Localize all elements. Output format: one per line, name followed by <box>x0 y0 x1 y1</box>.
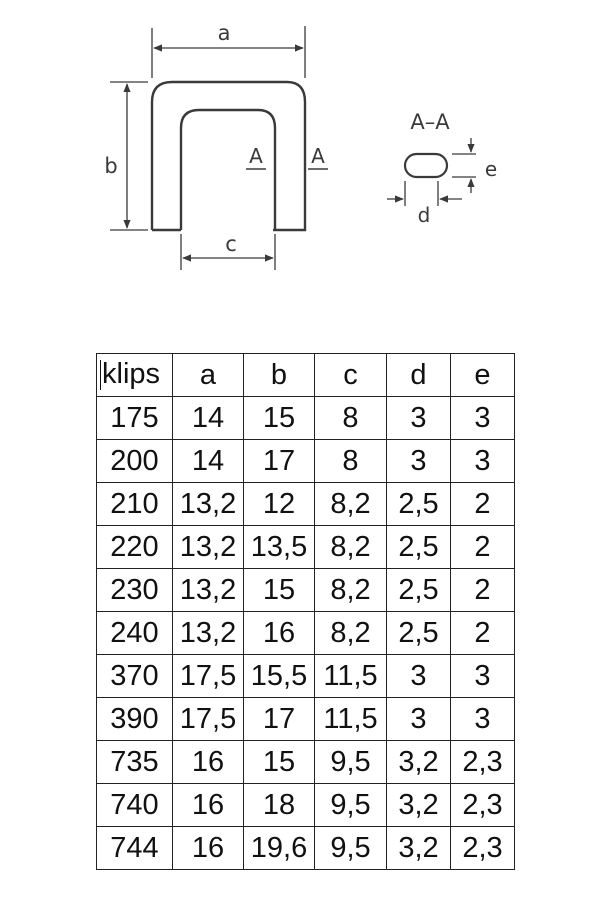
table-cell: 3 <box>387 655 451 698</box>
table-cell: 2,3 <box>451 827 515 870</box>
table-cell: 8,2 <box>315 612 387 655</box>
table-cell: 8,2 <box>315 569 387 612</box>
table-cell: 15 <box>244 569 315 612</box>
header-d: d <box>387 354 451 397</box>
table-cell: 13,2 <box>173 526 244 569</box>
dim-c-label: c <box>225 232 237 256</box>
table-row <box>97 483 515 526</box>
table-body <box>97 397 515 870</box>
table-row <box>97 569 515 612</box>
table-cell: 8 <box>315 397 387 440</box>
table-cell: 8,2 <box>315 526 387 569</box>
header-klips-label: klips <box>102 357 161 390</box>
table-cell: 17 <box>244 698 315 741</box>
table-row <box>97 397 515 440</box>
table-row <box>97 784 515 827</box>
table-cell: 16 <box>244 612 315 655</box>
table-cell: 15 <box>244 397 315 440</box>
table-row <box>97 440 515 483</box>
table-row <box>97 612 515 655</box>
table-cell: 9,5 <box>315 827 387 870</box>
section-mark-right: A <box>311 144 325 168</box>
table-cell: 3 <box>387 440 451 483</box>
clip-inner-outline <box>181 110 275 230</box>
table-cell: 11,5 <box>315 655 387 698</box>
table-cell: 2 <box>451 612 515 655</box>
table-row <box>97 526 515 569</box>
table-cell: 2,5 <box>387 612 451 655</box>
table-cell: 17,5 <box>173 698 244 741</box>
table-cell: 15,5 <box>244 655 315 698</box>
table-cell: 2,3 <box>451 784 515 827</box>
header-e: e <box>451 354 515 397</box>
table-cell: 13,2 <box>173 483 244 526</box>
table-cell: 14 <box>173 440 244 483</box>
table-cell: 15 <box>244 741 315 784</box>
table-cell: 3,2 <box>387 741 451 784</box>
table-cell: 2,5 <box>387 526 451 569</box>
table-cell: 12 <box>244 483 315 526</box>
clip-outer-outline <box>152 82 305 230</box>
table-cell: 230 <box>97 569 173 612</box>
table-cell: 744 <box>97 827 173 870</box>
dim-a-label: a <box>217 21 231 45</box>
section-title: A–A <box>410 110 450 134</box>
table-cell: 2,5 <box>387 483 451 526</box>
table-cell: 13,2 <box>173 612 244 655</box>
table-cell: 3 <box>387 397 451 440</box>
section-mark-left: A <box>249 144 263 168</box>
table-cell: 9,5 <box>315 741 387 784</box>
dim-b-label: b <box>104 154 118 178</box>
table-cell: 17 <box>244 440 315 483</box>
dim-e-label: e <box>484 157 498 181</box>
table-row <box>97 741 515 784</box>
table-cell: 740 <box>97 784 173 827</box>
table-cell: 9,5 <box>315 784 387 827</box>
table-cell: 3 <box>451 397 515 440</box>
dim-d-label: d <box>417 203 431 227</box>
table-cell: 16 <box>173 827 244 870</box>
table-cell: 13,5 <box>244 526 315 569</box>
table-cell: 19,6 <box>244 827 315 870</box>
table-cell: 17,5 <box>173 655 244 698</box>
table-cell: 11,5 <box>315 698 387 741</box>
table-cell: 175 <box>97 397 173 440</box>
table-cell: 16 <box>173 784 244 827</box>
header-a: a <box>173 354 244 397</box>
table-cell: 3 <box>451 698 515 741</box>
table-cell: 390 <box>97 698 173 741</box>
table-header-row <box>97 354 515 397</box>
table-cell: 3,2 <box>387 827 451 870</box>
table-cell: 8,2 <box>315 483 387 526</box>
table-cell: 370 <box>97 655 173 698</box>
table-cell: 16 <box>173 741 244 784</box>
table-row <box>97 698 515 741</box>
header-c: c <box>315 354 387 397</box>
table-row <box>97 655 515 698</box>
table-cell: 2 <box>451 526 515 569</box>
text-cursor <box>100 360 101 390</box>
table-cell: 2 <box>451 569 515 612</box>
table-cell: 735 <box>97 741 173 784</box>
header-klips <box>97 354 173 397</box>
clip-dimensions-table <box>96 353 515 870</box>
table-cell: 3,2 <box>387 784 451 827</box>
table-cell: 2 <box>451 483 515 526</box>
table-cell: 8 <box>315 440 387 483</box>
table-cell: 240 <box>97 612 173 655</box>
table-cell: 210 <box>97 483 173 526</box>
table-cell: 3 <box>451 655 515 698</box>
header-b: b <box>244 354 315 397</box>
table-row <box>97 827 515 870</box>
table-cell: 3 <box>387 698 451 741</box>
table-cell: 2,3 <box>451 741 515 784</box>
table-cell: 18 <box>244 784 315 827</box>
table-cell: 13,2 <box>173 569 244 612</box>
table-cell: 3 <box>451 440 515 483</box>
table-cell: 14 <box>173 397 244 440</box>
table-cell: 220 <box>97 526 173 569</box>
table-cell: 2,5 <box>387 569 451 612</box>
clip-technical-drawing <box>0 0 602 300</box>
section-profile <box>405 154 447 177</box>
table-cell: 200 <box>97 440 173 483</box>
